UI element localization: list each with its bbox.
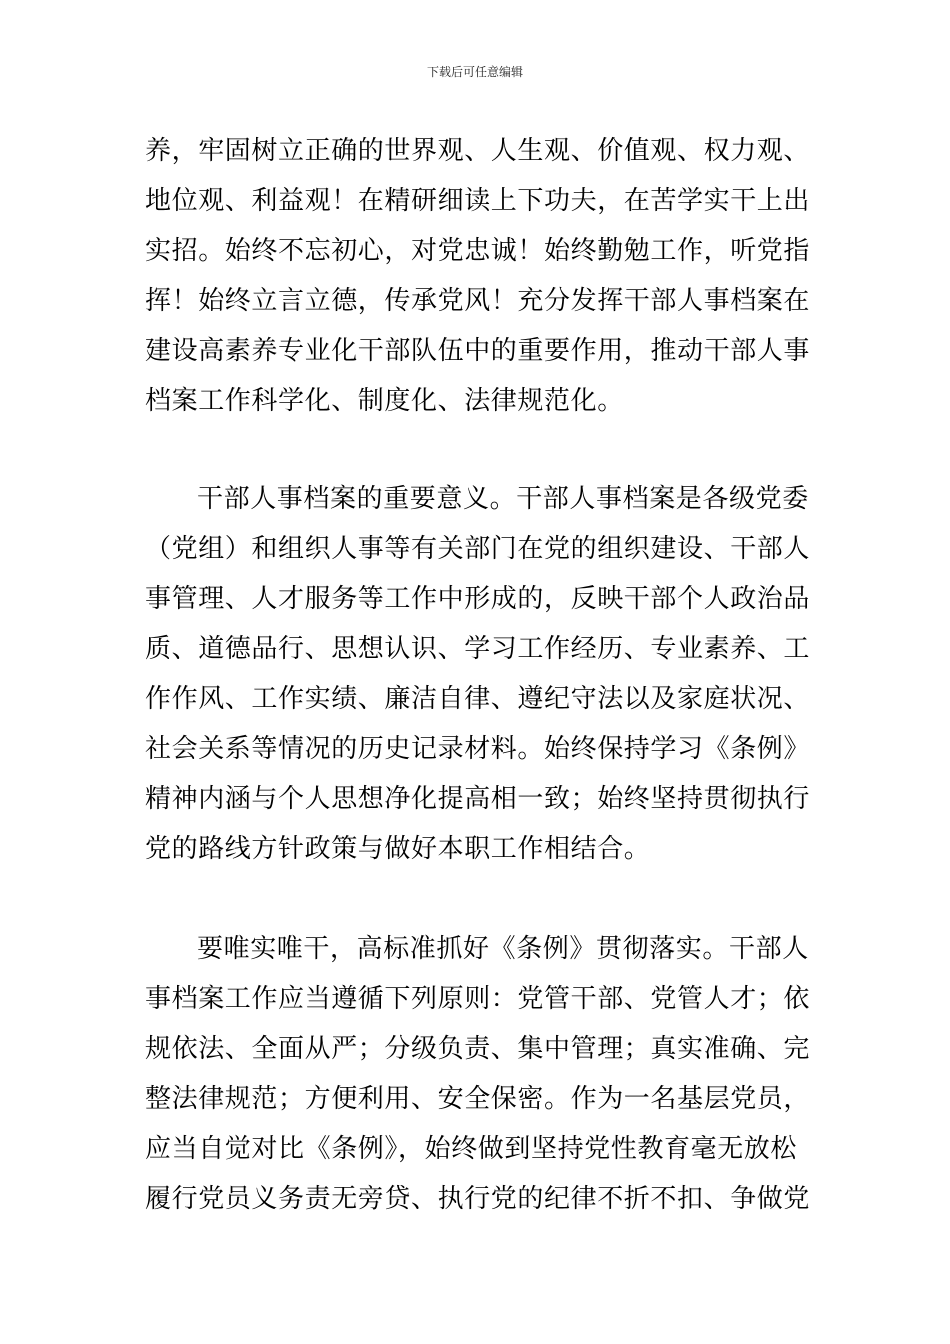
- paragraph-2: [145, 474, 811, 874]
- text-line: 干部人事档案的重要意义。干部人事档案是各级党委: [197, 484, 809, 514]
- text-line: 事档案工作应当遵循下列原则：党管干部、党管人才；依: [145, 984, 811, 1014]
- text-line: 地位观、利益观！在精研细读上下功夫，在苦学实干上出: [145, 186, 811, 216]
- text-line: 建设高素养专业化干部队伍中的重要作用，推动干部人事: [145, 336, 811, 366]
- text-line: 精神内涵与个人思想净化提高相一致；始终坚持贯彻执行: [145, 784, 811, 814]
- text-line: 挥！始终立言立德，传承党风！充分发挥干部人事档案在: [145, 286, 811, 316]
- text-line: 整法律规范；方便利用、安全保密。作为一名基层党员，: [145, 1084, 811, 1114]
- text-line: 养，牢固树立正确的世界观、人生观、价值观、权力观、: [145, 136, 811, 166]
- text-line: 实招。始终不忘初心，对党忠诚！始终勤勉工作，听党指: [145, 236, 811, 266]
- text-line: 档案工作科学化、制度化、法律规范化。: [145, 386, 624, 416]
- paragraph-3: [145, 924, 811, 1224]
- text-line: 作作风、工作实绩、廉洁自律、遵纪守法以及家庭状况、: [145, 684, 811, 714]
- text-line: 质、道德品行、思想认识、学习工作经历、专业素养、工: [145, 634, 811, 664]
- text-line: 社会关系等情况的历史记录材料。始终保持学习《条例》: [145, 734, 811, 764]
- text-line: 履行党员义务责无旁贷、执行党的纪律不折不扣、争做党: [145, 1184, 811, 1214]
- text-line: 应当自觉对比《条例》，始终做到坚持党性教育毫无放松: [145, 1134, 798, 1164]
- text-line: （党组）和组织人事等有关部门在党的组织建设、干部人: [145, 534, 811, 564]
- text-line: 要唯实唯干，高标准抓好《条例》贯彻落实。干部人: [197, 934, 809, 964]
- text-line: 事管理、人才服务等工作中形成的，反映干部个人政治品: [145, 584, 811, 614]
- page-header: 下载后可任意编辑: [426, 65, 523, 79]
- text-line: 党的路线方针政策与做好本职工作相结合。: [145, 834, 651, 864]
- text-line: 规依法、全面从严；分级负责、集中管理；真实准确、完: [145, 1034, 811, 1064]
- paragraph-1: [145, 126, 811, 426]
